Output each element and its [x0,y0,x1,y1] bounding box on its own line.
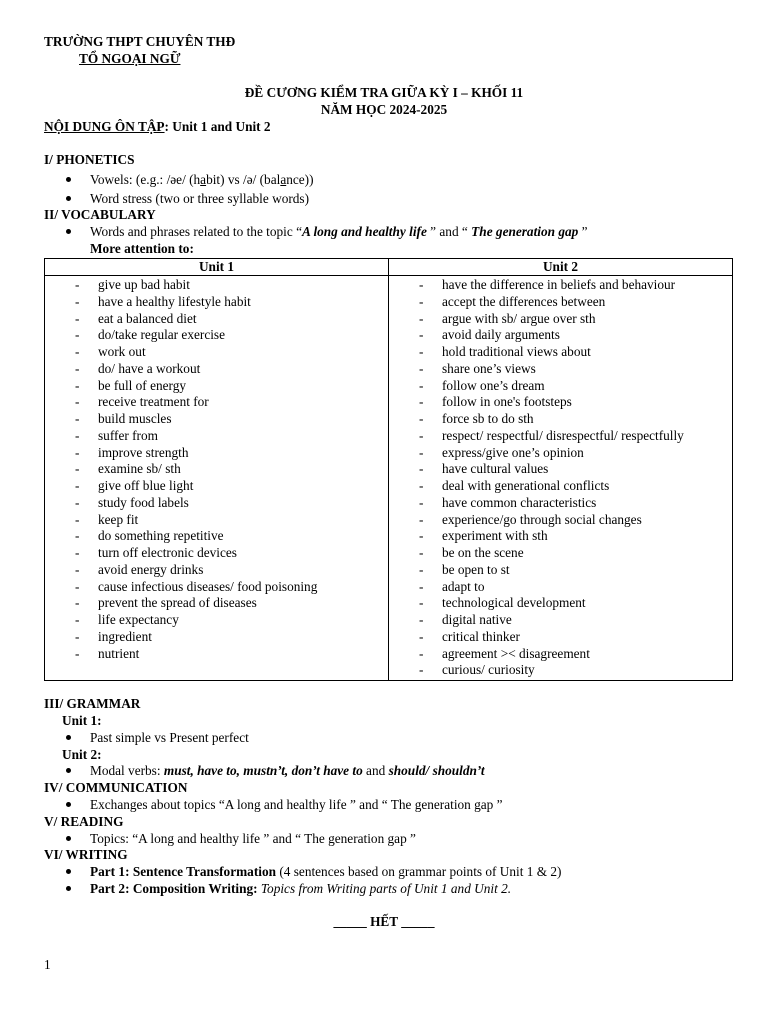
dash-marker: - [419,461,424,477]
content-line [44,119,271,135]
dash-marker: - [419,277,424,292]
dash-marker: - [419,377,424,393]
vocab-item-text: keep fit [98,511,139,527]
dash-marker: - [419,561,424,577]
unit2-column [389,276,733,681]
vocab-item-text: curious/ curiosity [442,662,535,678]
document-title: ĐỀ CƯƠNG KIỂM TRA GIỮA KỲ I – KHỐI 11 [244,85,524,100]
vocab-item [389,646,732,663]
dash-marker: - [75,511,80,527]
vocab-item [389,662,732,679]
vocab-item-text: give up bad habit [98,277,190,292]
bullet-dot [66,768,71,773]
page-number: 1 [44,957,51,972]
vocab-item [45,294,388,311]
vocab-intro-text: Words and phrases related to the topic “A long and healthy life ” and “ The generation gap ” [90,224,588,239]
vocab-item-text: critical thinker [442,628,520,644]
vocab-item [45,394,388,411]
stress-text: Word stress (two or three syllable words) [90,191,310,206]
dash-marker: - [75,327,80,343]
dash-marker: - [419,411,424,426]
vocab-item [45,646,388,663]
vocab-item-text: avoid energy drinks [98,561,204,577]
dash-marker: - [419,545,424,560]
school-year: NĂM HỌC 2024-2025 [320,102,448,117]
vocab-item-text: have cultural values [442,461,549,477]
vocab-item-text: ingredient [98,628,152,644]
vocab-item [45,512,388,529]
vocab-item-text: hold traditional views about [442,344,591,359]
vowels-text: Vowels: (e.g.: /əe/ (habit) vs /ə/ (balance)) [90,172,314,187]
vocab-item [45,445,388,462]
dash-marker: - [419,310,424,326]
content-value: : Unit 1 and Unit 2 [164,119,271,134]
vocab-item-text: force sb to do sth [442,411,534,426]
dash-marker: - [419,360,424,376]
communication-heading: IV/ COMMUNICATION [44,780,188,795]
dash-marker: - [419,612,424,627]
vocab-item [389,361,732,378]
vocab-item [389,394,732,411]
dash-marker: - [75,561,80,577]
dash-marker: - [75,578,80,594]
vocab-item-text: accept the differences between [442,293,606,309]
dash-marker: - [75,612,80,627]
vocab-item [389,445,732,462]
grammar-unit2-label: Unit 2: [62,747,102,762]
vocab-item [389,629,732,646]
dash-marker: - [419,478,424,493]
dash-marker: - [75,293,80,309]
vocab-item [389,277,732,294]
vocab-item [389,545,732,562]
vocabulary-heading: II/ VOCABULARY [44,207,156,222]
dash-marker: - [75,645,80,661]
vocab-item-text: deal with generational conflicts [442,478,610,493]
vocab-item-text: have common characteristics [442,494,597,510]
vocab-item [45,344,388,361]
vocab-item-text: receive treatment for [98,394,209,410]
grammar-unit2-item: Modal verbs: must, have to, mustn’t, don’t have to and should/ shouldn’t [90,763,485,778]
dash-marker: - [419,293,424,309]
dash-marker: - [75,595,80,611]
dash-marker: - [75,411,80,426]
vocab-item-text: give off blue light [98,478,194,493]
vocab-item-text: respect/ respectful/ disrespectful/ respectfully [442,427,684,443]
dash-marker: - [419,528,424,544]
dash-marker: - [75,494,80,510]
vocab-item [389,478,732,495]
dash-marker: - [419,578,424,594]
dash-marker: - [419,511,424,527]
vocab-item-text: follow in one's footsteps [442,394,572,410]
vocab-item [45,378,388,395]
vocab-item-text: argue with sb/ argue over sth [442,310,596,326]
vocab-item [45,545,388,562]
vocab-item-text: do/take regular exercise [98,327,225,343]
vocab-item [389,612,732,629]
dash-marker: - [419,427,424,443]
dash-marker: - [75,344,80,359]
writing-heading: VI/ WRITING [44,847,128,862]
dash-marker: - [419,344,424,359]
vocab-item-text: follow one’s dream [442,377,545,393]
vocab-item [389,495,732,512]
dash-marker: - [75,545,80,560]
grammar-unit1-item: Past simple vs Present perfect [90,730,249,745]
writing-part1: Part 1: Sentence Transformation (4 sentences based on grammar points of Unit 1 & 2) [90,864,562,879]
bullet-dot [66,177,71,182]
dash-marker: - [419,628,424,644]
vocab-item-text: do/ have a workout [98,360,201,376]
vocab-item-text: build muscles [98,411,172,426]
unit2-header: Unit 2 [389,259,733,276]
dash-marker: - [75,528,80,544]
vocab-item [389,294,732,311]
vocab-item-text: do something repetitive [98,528,224,544]
vocab-item [45,528,388,545]
vocab-item [45,595,388,612]
dash-marker: - [75,377,80,393]
unit2-list [389,276,732,680]
vocab-item [45,562,388,579]
vocab-item-text: prevent the spread of diseases [98,595,257,611]
vocab-item-text: suffer from [98,427,158,443]
dash-marker: - [75,310,80,326]
phonetics-heading: I/ PHONETICS [44,152,135,167]
vocab-item-text: work out [98,344,146,359]
more-attention-label: More attention to: [90,241,194,256]
vocab-item-text: turn off electronic devices [98,545,237,560]
dash-marker: - [75,461,80,477]
vocab-item-text: avoid daily arguments [442,327,560,343]
dash-marker: - [419,394,424,410]
end-mark: _____ HẾT _____ [333,914,435,929]
bullet-dot [66,229,71,234]
vocabulary-table [44,258,733,681]
vocab-item-text: technological development [442,595,586,611]
dash-marker: - [419,327,424,343]
vocab-item [389,327,732,344]
vocab-item [389,595,732,612]
vocab-item [45,495,388,512]
dash-marker: - [75,444,80,460]
content-label: NỘI DUNG ÔN TẬP [44,119,165,134]
vocab-item-text: share one’s views [442,360,536,376]
vocab-item-text: cause infectious diseases/ food poisoning [98,578,318,594]
vocab-item-text: adapt to [442,578,485,594]
vocab-item-text: improve strength [98,444,189,460]
bullet-dot [66,802,71,807]
bullet-dot [66,735,71,740]
bullet-dot [66,869,71,874]
unit1-list [45,276,388,663]
vocab-item [45,579,388,596]
reading-item: Topics: “A long and healthy life ” and “ The generation gap ” [90,831,416,846]
vocab-item-text: experience/go through social changes [442,511,642,527]
dash-marker: - [419,494,424,510]
vocab-item-text: have the difference in beliefs and behaviour [442,277,676,292]
writing-part2: Part 2: Composition Writing: Topics from Writing parts of Unit 1 and Unit 2. [90,881,512,896]
vocab-item [45,361,388,378]
dash-marker: - [419,595,424,611]
vocab-item-text: express/give one’s opinion [442,444,584,460]
vocab-item-text: have a healthy lifestyle habit [98,293,251,309]
vocab-item-text: be open to st [442,561,510,577]
reading-heading: V/ READING [44,814,124,829]
dash-marker: - [75,628,80,644]
vocab-item-text: nutrient [98,645,140,661]
vocab-item-text: agreement >< disagreement [442,645,590,661]
vocab-item [389,311,732,328]
vocab-item [45,327,388,344]
unit1-column [45,276,389,681]
vocab-item [45,277,388,294]
dash-marker: - [75,478,80,493]
vocab-item [389,411,732,428]
vocab-item [45,612,388,629]
dash-marker: - [419,444,424,460]
communication-item: Exchanges about topics “A long and healthy life ” and “ The generation gap ” [90,797,503,812]
dash-marker: - [75,427,80,443]
vocab-item-text: study food labels [98,494,189,510]
vocab-item [389,512,732,529]
vocab-item-text: eat a balanced diet [98,310,197,326]
dash-marker: - [75,360,80,376]
vocab-item [45,411,388,428]
vocab-item [389,344,732,361]
vocab-item [389,562,732,579]
vocab-item-text: be on the scene [442,545,524,560]
bullet-dot [66,836,71,841]
dash-marker: - [419,662,424,678]
dash-marker: - [75,277,80,292]
vocab-item-text: examine sb/ sth [98,461,181,477]
unit1-header: Unit 1 [45,259,389,276]
grammar-heading: III/ GRAMMAR [44,696,141,711]
vocab-item [45,478,388,495]
dash-marker: - [419,645,424,661]
school-name: TRƯỜNG THPT CHUYÊN THĐ [44,34,236,49]
vocab-item [45,311,388,328]
bullet-dot [66,196,71,201]
vocab-item [389,579,732,596]
vocab-item [389,378,732,395]
vocab-item [389,428,732,445]
grammar-unit1-label: Unit 1: [62,713,102,728]
vocab-item [45,461,388,478]
vocab-item [389,528,732,545]
vocab-item-text: be full of energy [98,377,187,393]
vocab-item [45,428,388,445]
dash-marker: - [75,394,80,410]
vocab-item-text: experiment with sth [442,528,548,544]
bullet-dot [66,886,71,891]
vocab-item-text: digital native [442,612,512,627]
vocab-item [45,629,388,646]
vocab-item [389,461,732,478]
vocab-item-text: life expectancy [98,612,179,627]
department-name: TỔ NGOẠI NGỮ [79,51,181,66]
